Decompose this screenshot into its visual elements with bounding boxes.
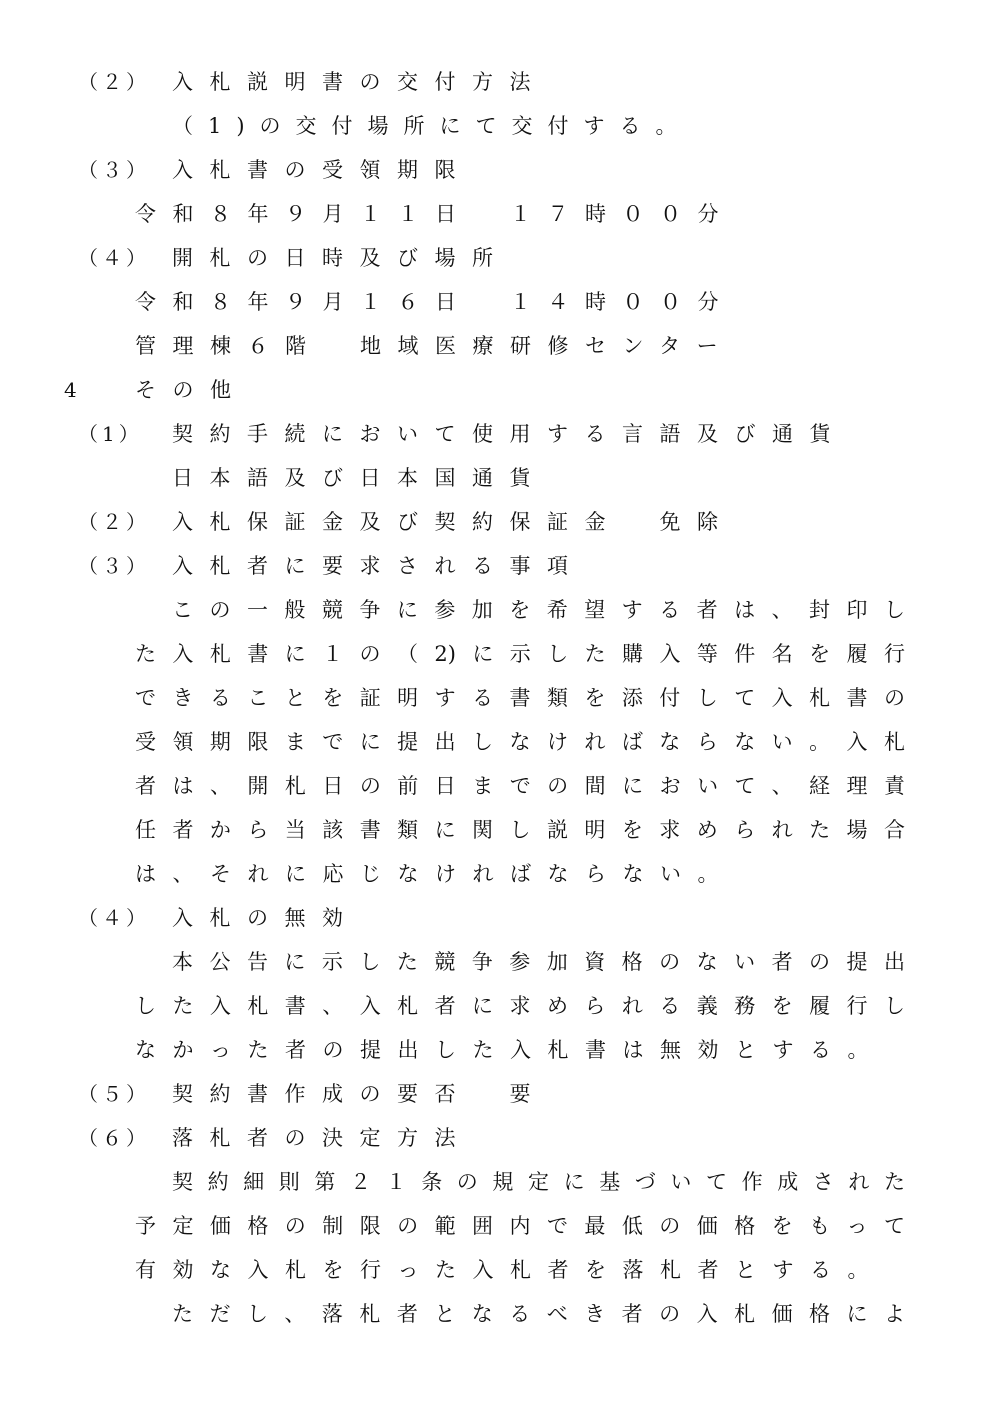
section-number: 4: [64, 378, 81, 402]
body-line: [0, 991, 1000, 1021]
body-line: [0, 595, 1000, 625]
body-line: [0, 771, 1000, 801]
body-line: [0, 947, 1000, 977]
body-text: 契約細則第２１条の規定に基づいて作成された: [172, 1170, 905, 1194]
body-text: なかった者の提出した入札書は無効とする。: [135, 1038, 885, 1062]
item-3-heading: [0, 551, 1000, 581]
body-line: [0, 1299, 1000, 1329]
body-text: 受領期限までに提出しなければならない。入札: [135, 730, 905, 754]
item-number: （６）: [78, 1126, 150, 1150]
body-text: この一般競争に参加を希望する者は、封印し: [172, 598, 905, 622]
item-5-heading: [0, 1079, 1000, 1109]
item-title: 入札保証金及び契約保証金 免除: [172, 510, 735, 534]
body-text: 日本語及び日本国通貨: [172, 466, 547, 490]
item-6-heading: [0, 1123, 1000, 1153]
section-title: その他: [135, 378, 248, 402]
item-title: 入札書の受領期限: [172, 158, 472, 182]
item-number: （1）: [78, 422, 143, 446]
item-3-heading: [0, 155, 1000, 185]
item-title: 契約手続において使用する言語及び通貨: [172, 422, 847, 446]
item-title: 開札の日時及び場所: [172, 246, 510, 270]
item-2-heading: [0, 507, 1000, 537]
body-line: [0, 1211, 1000, 1241]
deadline-datetime: 令和８年９月１１日 １７時００分: [135, 202, 735, 226]
item-title: 契約書作成の要否 要: [172, 1082, 547, 1106]
body-text: 本公告に示した競争参加資格のない者の提出: [172, 950, 905, 974]
item-title: 入札の無効: [172, 906, 360, 930]
body-line: [0, 683, 1000, 713]
body-text: ただし、落札者となるべき者の入札価格によ: [172, 1302, 905, 1326]
item-number: （２）: [78, 510, 150, 534]
body-text: 者は、開札日の前日までの間において、経理責: [135, 774, 905, 798]
body-line: [0, 199, 1000, 229]
item-number: （３）: [78, 158, 150, 182]
item-2-heading: [0, 67, 1000, 97]
body-text: （1)の交付場所にて交付する。: [172, 114, 692, 138]
body-text: 有効な入札を行った入札者を落札者とする。: [135, 1258, 885, 1282]
body-line: [0, 331, 1000, 361]
body-text: た入札書に１の（2)に示した購入等件名を履行: [135, 642, 905, 666]
body-line: [0, 815, 1000, 845]
body-line: [0, 859, 1000, 889]
item-title: 入札者に要求される事項: [172, 554, 585, 578]
opening-place: 管理棟６階 地域医療研修センター: [135, 334, 735, 358]
item-title: 落札者の決定方法: [172, 1126, 472, 1150]
section-4-heading: [0, 375, 1000, 405]
body-text: できることを証明する書類を添付して入札書の: [135, 686, 905, 710]
body-line: [0, 1255, 1000, 1285]
body-text: 任者から当該書類に関し説明を求められた場合: [135, 818, 905, 842]
item-number: （４）: [78, 246, 150, 270]
opening-datetime: 令和８年９月１６日 １４時００分: [135, 290, 735, 314]
body-line: [0, 1167, 1000, 1197]
body-text: 予定価格の制限の範囲内で最低の価格をもって: [135, 1214, 905, 1238]
item-number: （５）: [78, 1082, 150, 1106]
body-line: [0, 639, 1000, 669]
item-1-heading: [0, 419, 1000, 449]
item-number: （２）: [78, 70, 150, 94]
body-line: [0, 111, 1000, 141]
body-line: [0, 1035, 1000, 1065]
body-line: [0, 727, 1000, 757]
body-text: した入札書、入札者に求められる義務を履行し: [135, 994, 905, 1018]
item-title: 入札説明書の交付方法: [172, 70, 547, 94]
body-line: [0, 463, 1000, 493]
item-number: （３）: [78, 554, 150, 578]
item-4-heading: [0, 903, 1000, 933]
body-line: [0, 287, 1000, 317]
body-text: は、それに応じなければならない。: [135, 862, 735, 886]
item-4-heading: [0, 243, 1000, 273]
item-number: （４）: [78, 906, 150, 930]
